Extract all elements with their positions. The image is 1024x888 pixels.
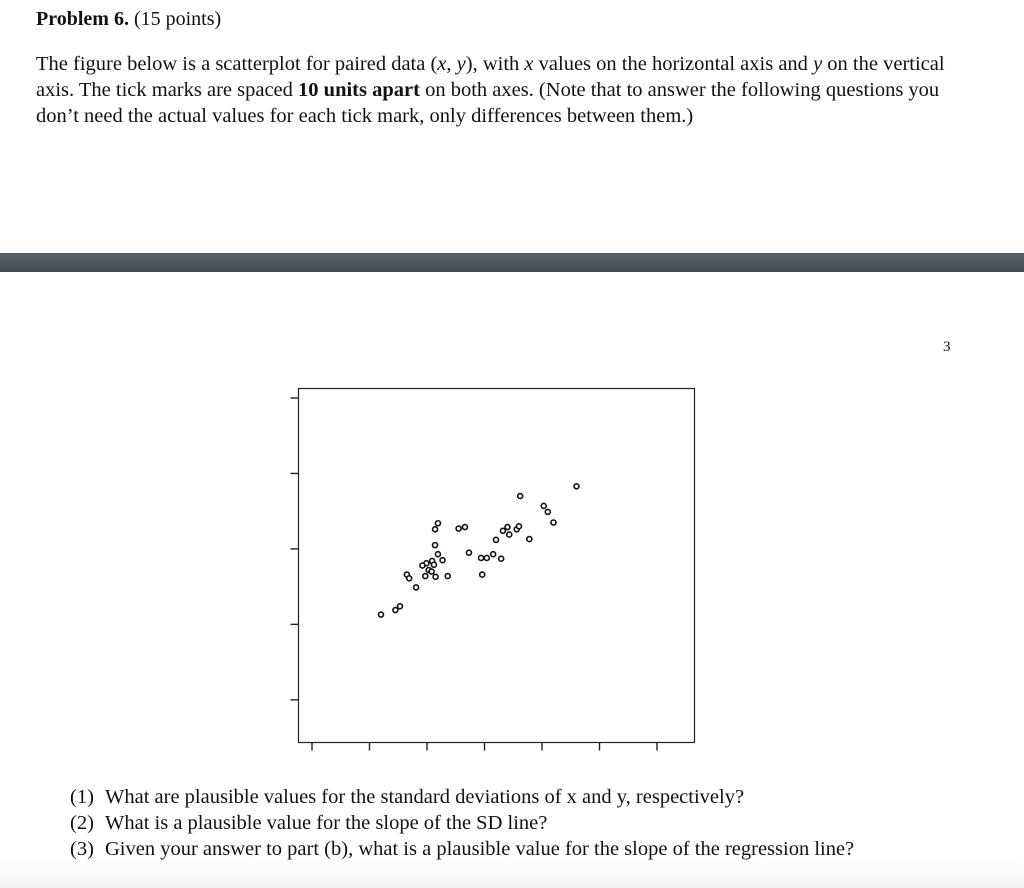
intro-text-2: ), with (465, 53, 525, 75)
problem-points: (15 points) (133, 8, 222, 30)
data-point (551, 520, 556, 525)
problem-intro (36, 51, 976, 129)
data-point (433, 527, 438, 532)
data-point (435, 552, 440, 557)
data-point (393, 608, 398, 613)
intro-bold: 10 units apart (298, 79, 420, 101)
data-point (420, 563, 425, 568)
data-point (545, 509, 550, 514)
data-point (456, 526, 461, 531)
intro-var-y2: y (813, 53, 823, 75)
data-point (507, 532, 512, 537)
data-point (518, 494, 523, 499)
intro-var-y: y (456, 53, 466, 75)
question-2-text: What is a plausible value for the slope of the SD line? (105, 812, 548, 834)
intro-text-3: values on the horizontal axis and (533, 53, 814, 75)
question-3 (70, 836, 970, 862)
intro-var-x2: x (524, 53, 534, 75)
data-point (527, 537, 532, 542)
intro-text-5: on both axes. (Note that to answer the following questions you don’t need the actual values for each tick mark, only differences between them.) (36, 79, 940, 127)
data-point (494, 537, 499, 542)
question-3-number: (3) (70, 838, 94, 860)
data-point (491, 552, 496, 557)
data-point (505, 525, 510, 530)
data-point (397, 604, 402, 609)
intro-text-4: on the vertical axis. The tick marks are spaced (36, 53, 945, 101)
data-point (435, 521, 440, 526)
page-divider (0, 253, 1024, 272)
data-point (484, 555, 489, 560)
data-point (433, 574, 438, 579)
data-point (517, 524, 522, 529)
data-point (479, 555, 484, 560)
data-point (440, 558, 445, 563)
data-point (433, 543, 438, 548)
question-2 (70, 810, 970, 836)
question-1-number: (1) (70, 786, 94, 808)
scatterplot (0, 380, 1024, 760)
intro-comma: , (446, 53, 457, 75)
intro-var-x: x (437, 53, 447, 75)
data-point (379, 612, 384, 617)
problem-title: Problem 6. (36, 8, 129, 30)
data-point (407, 576, 412, 581)
data-point (462, 525, 467, 530)
problem-heading (36, 6, 221, 32)
data-point (574, 484, 579, 489)
bottom-fade (0, 860, 1024, 888)
question-1 (70, 784, 970, 810)
page-number: 3 (943, 339, 951, 355)
question-3-text: Given your answer to part (b), what is a plausible value for the slope of the regression line? (105, 838, 855, 860)
question-2-number: (2) (70, 812, 94, 834)
data-point (541, 503, 546, 508)
data-point (423, 574, 428, 579)
data-point (480, 572, 485, 577)
x-axis (312, 743, 657, 751)
data-point (445, 574, 450, 579)
data-point (431, 562, 436, 567)
question-1-text: What are plausible values for the standard deviations of x and y, respectively? (105, 786, 745, 808)
data-point (429, 569, 434, 574)
data-point (466, 550, 471, 555)
intro-text-1: The figure below is a scatterplot for paired data ( (36, 53, 438, 75)
plot-frame (299, 389, 695, 743)
data-point (499, 556, 504, 561)
data-point (500, 528, 505, 533)
y-axis (291, 398, 299, 700)
data-point (414, 585, 419, 590)
question-list (70, 784, 970, 862)
data-points (379, 484, 580, 617)
